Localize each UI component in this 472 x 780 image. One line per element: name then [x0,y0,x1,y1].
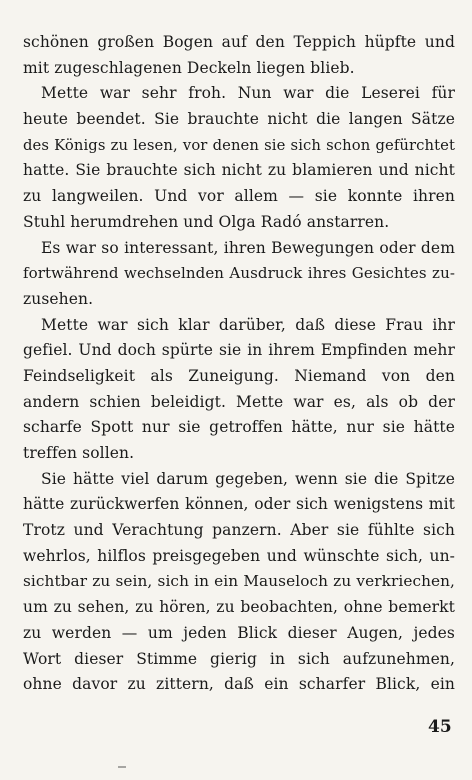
body-text [23,30,455,698]
text-line: heute beendet. Sie brauchte nicht die langen Sätze [23,110,455,129]
text-line: Stuhl herumdrehen und Olga Radó anstarren. [23,212,390,231]
text-line: sichtbar zu sein, sich in ein Mauseloch zu verkriechen, [23,572,455,591]
text-line: gefiel. Und doch spürte sie in ihrem Empfinden mehr [23,341,455,360]
text-line: Mette war sich klar darüber, daß diese Frau ihr [41,315,455,334]
text-line: Wort dieser Stimme gierig in sich aufzunehmen, [23,649,455,668]
text-line: scharfe Spott nur sie getroffen hätte, nur sie hätte [23,418,455,437]
text-line: des Königs zu lesen, vor denen sie sich schon gefürchtet [23,136,455,154]
page-number: 45 [428,717,452,737]
text-line: andern schien beleidigt. Mette war es, als ob der [23,392,455,411]
text-line: fortwährend wechselnden Ausdruck ihres Gesichtes zu- [23,264,455,283]
text-line: hatte. Sie brauchte sich nicht zu blamieren und nicht [23,161,455,180]
text-line: zu langweilen. Und vor allem — sie konnte ihren [23,187,455,206]
text-line: zusehen. [23,289,94,308]
ink-smudge [118,766,126,768]
text-line: um zu sehen, zu hören, zu beobachten, ohne bemerkt [23,598,455,617]
text-line: treffen sollen. [23,444,135,462]
text-line: schönen großen Bogen auf den Teppich hüpfte und [23,33,455,51]
text-line: zu werden — um jeden Blick dieser Augen, jedes [23,623,455,642]
text-line: Mette war sehr froh. Nun war die Leserei für [41,84,455,103]
text-line: Trotz und Verachtung panzern. Aber sie fühlte sich [23,521,455,540]
text-line: wehrlos, hilflos preisgegeben und wünschte sich, un- [23,546,455,565]
text-line: Feindseligkeit als Zuneigung. Niemand von den [23,366,455,385]
text-line: ohne davor zu zittern, daß ein scharfer Blick, ein [23,675,455,694]
text-line: Sie hätte viel darum gegeben, wenn sie die Spitze [41,469,455,488]
text-line: Es war so interessant, ihren Bewegungen oder dem [41,238,455,257]
text-line: hätte zurückwerfen können, oder sich wenigstens mit [23,495,455,514]
text-line: mit zugeschlagenen Deckeln liegen blieb. [23,58,355,77]
